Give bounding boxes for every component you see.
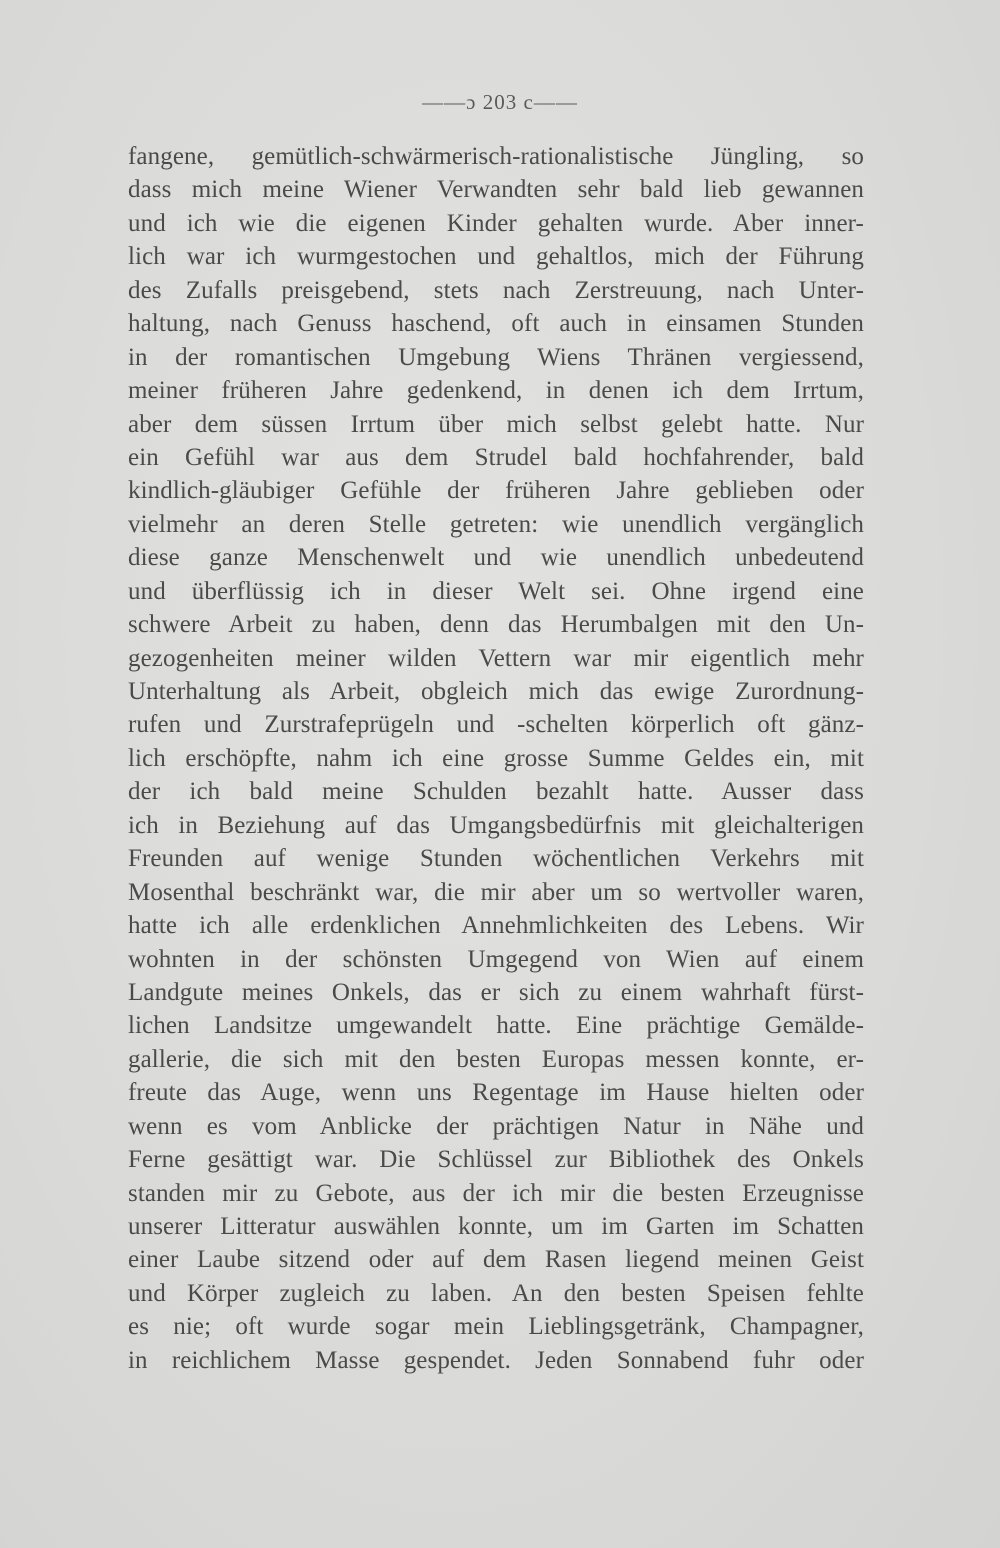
text-line: ich in Beziehung auf das Umgangsbedürfnis mit gleichalterigen — [128, 811, 864, 839]
text-line: Mosenthal beschränkt war, die mir aber um so wertvoller waren, — [128, 878, 864, 906]
text-line: es nie; oft wurde sogar mein Lieblingsgetränk, Champagner, — [128, 1313, 864, 1341]
text-line: dass mich meine Wiener Verwandten sehr bald lieb gewannen — [128, 176, 864, 204]
text-line: ein Gefühl war aus dem Strudel bald hochfahrender, bald — [128, 443, 864, 471]
text-line: in reichlichem Masse gespendet. Jeden Sonnabend fuhr oder — [128, 1346, 864, 1374]
text-line: des Zufalls preisgebend, stets nach Zerstreuung, nach Unter- — [128, 276, 864, 304]
text-line: haltung, nach Genuss haschend, oft auch in einsamen Stunden — [128, 310, 864, 338]
text-line: einer Laube sitzend oder auf dem Rasen liegend meinen Geist — [128, 1246, 864, 1274]
text-line: freute das Auge, wenn uns Regentage im Hause hielten oder — [128, 1079, 864, 1107]
text-line: Landgute meines Onkels, das er sich zu einem wahrhaft fürst- — [128, 978, 864, 1006]
text-line: gezogenheiten meiner wilden Vettern war mir eigentlich mehr — [128, 644, 864, 672]
text-line: Ferne gesättigt war. Die Schlüssel zur Bibliothek des Onkels — [128, 1146, 864, 1174]
text-line: und überflüssig ich in dieser Welt sei. Ohne irgend eine — [128, 577, 864, 605]
text-line: fangene, gemütlich-schwärmerisch-rationalistische Jüngling, so — [128, 143, 864, 170]
text-line: rufen und Zurstrafeprügeln und -schelten körperlich oft gänz- — [128, 711, 864, 739]
text-line: meiner früheren Jahre gedenkend, in denen ich dem Irrtum, — [128, 377, 864, 405]
text-line: lich war ich wurmgestochen und gehaltlos, mich der Führung — [128, 243, 864, 271]
text-line: und ich wie die eigenen Kinder gehalten wurde. Aber inner- — [128, 209, 864, 237]
text-line: und Körper zugleich zu laben. An den besten Speisen fehlte — [128, 1279, 864, 1307]
text-line: lich erschöpfte, nahm ich eine grosse Summe Geldes ein, mit — [128, 744, 864, 772]
text-line: in der romantischen Umgebung Wiens Thränen vergiessend, — [128, 343, 864, 371]
text-line: der ich bald meine Schulden bezahlt hatte. Ausser dass — [128, 778, 864, 806]
body-text — [128, 140, 864, 1377]
text-line: wenn es vom Anblicke der prächtigen Natur in Nähe und — [128, 1112, 864, 1140]
text-line: Freunden auf wenige Stunden wöchentlichen Verkehrs mit — [128, 845, 864, 873]
text-line: lichen Landsitze umgewandelt hatte. Eine prächtige Gemälde- — [128, 1012, 864, 1040]
text-line: aber dem süssen Irrtum über mich selbst gelebt hatte. Nur — [128, 410, 864, 438]
text-line: gallerie, die sich mit den besten Europas messen konnte, er- — [128, 1045, 864, 1073]
text-line: kindlich-gläubiger Gefühle der früheren Jahre geblieben oder — [128, 477, 864, 505]
text-line: Unterhaltung als Arbeit, obgleich mich das ewige Zurordnung- — [128, 678, 864, 705]
text-line: schwere Arbeit zu haben, denn das Herumbalgen mit den Un- — [128, 611, 864, 639]
text-line: unserer Litteratur auswählen konnte, um im Garten im Schatten — [128, 1213, 864, 1240]
text-line: diese ganze Menschenwelt und wie unendlich unbedeutend — [128, 544, 864, 572]
text-line: wohnten in der schönsten Umgegend von Wien auf einem — [128, 945, 864, 973]
page-number-header: ——ɔ 203 c—— — [422, 90, 578, 114]
text-line: hatte ich alle erdenklichen Annehmlichkeiten des Lebens. Wir — [128, 912, 864, 940]
text-line: vielmehr an deren Stelle getreten: wie unendlich vergänglich — [128, 510, 864, 538]
text-line: standen mir zu Gebote, aus der ich mir die besten Erzeugnisse — [128, 1179, 864, 1207]
